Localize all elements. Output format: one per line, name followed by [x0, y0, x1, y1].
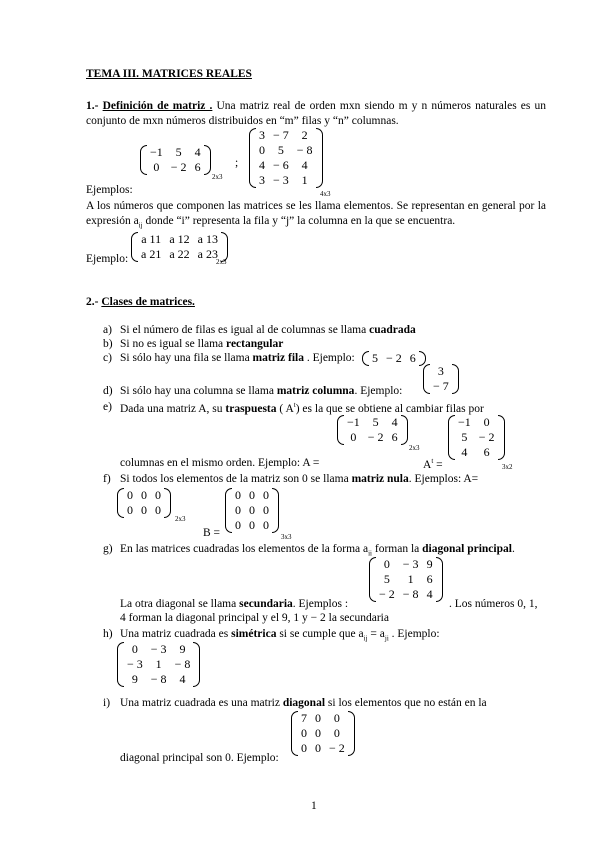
section-2-number: 2.-: [86, 296, 99, 308]
null-B-label: B =: [203, 527, 221, 539]
matrix-cell: 0: [235, 488, 241, 502]
item-g-text: En las matrices cuadradas los elementos de la forma a: [120, 543, 369, 555]
matrix-row: [255, 143, 317, 158]
page-title: TEMA III. MATRICES REALES: [86, 68, 252, 80]
matrix-cell: 0: [263, 488, 269, 502]
item-b-term: rectangular: [226, 338, 284, 350]
matrix-row: [123, 672, 194, 687]
matrix-cell: 5: [175, 145, 182, 159]
matrix-cell: 2: [301, 128, 308, 142]
section-1-text: Una matriz real de orden mxn siendo m y n números naturales es un conjunto de mxn números distribuidos en “m” filas y “n” columnas.: [86, 100, 546, 127]
matrix-cell: 0: [141, 503, 147, 517]
matrix-row: [231, 488, 273, 503]
item-i-line1: [120, 697, 487, 709]
matrix-cell: 0: [263, 503, 269, 517]
matrix-cell: 1: [407, 572, 414, 586]
matrix-row: [137, 232, 222, 247]
item-f-marker: f): [103, 473, 111, 485]
at-letter: A: [423, 458, 432, 471]
left-bracket: [337, 415, 344, 445]
item-h-eq: = a: [367, 628, 385, 640]
matrix-cell: −1: [458, 415, 471, 429]
matrix-1-order: 2x3: [212, 173, 223, 181]
item-h-after: . Ejemplo:: [388, 628, 440, 640]
left-bracket: [140, 145, 147, 175]
matrix-row: [123, 642, 194, 657]
item-c-text: Si sólo hay una fila se llama: [120, 352, 253, 364]
matrix-cell: 0: [127, 503, 133, 517]
matrix-cell: 6: [409, 351, 416, 365]
item-i-line2: diagonal principal son 0. Ejemplo:: [120, 752, 279, 764]
matrix-cell: 3: [259, 173, 265, 187]
matrix-cell: 3: [259, 128, 265, 142]
matrix-cell: 6: [391, 430, 398, 444]
left-bracket: [423, 364, 430, 394]
null-matrix-A: [117, 488, 171, 518]
item-g-line3: 4 forman la diagonal principal y el 9, 1 y − 2 la secundaria: [120, 612, 389, 624]
right-bracket: [204, 145, 211, 175]
matrix-cell: − 2: [379, 587, 395, 601]
matrix-cell: 5: [461, 430, 468, 444]
matrix-grid: [454, 415, 499, 460]
item-d-text: Si sólo hay una columna se llama: [120, 385, 277, 397]
right-bracket: [272, 488, 279, 533]
matrix-row: [297, 741, 349, 756]
matrix-cell: 0: [483, 415, 490, 429]
matrix-grid: [343, 415, 402, 445]
matrix-cell: − 3: [273, 173, 289, 187]
matrix-cell: 0: [235, 518, 241, 532]
item-h-text2: si se cumple que a: [276, 628, 364, 640]
item-e-term: traspuesta: [225, 402, 277, 415]
matrix-example-1: [140, 145, 211, 175]
at-label: [423, 457, 443, 471]
item-g-after: .: [511, 543, 515, 555]
matrix-row: [375, 587, 437, 602]
matrix-cell: 0: [315, 711, 321, 725]
item-f-text: Si todos los elementos de la matriz son 0 se llama: [120, 473, 352, 485]
item-d-after: . Ejemplo:: [354, 385, 403, 397]
item-h-line1: [120, 628, 440, 642]
matrix-A-example: [337, 415, 408, 445]
matrix-cell: a 23: [197, 247, 218, 261]
matrix-cell: − 3: [150, 642, 167, 656]
item-e-line2: columnas en el mismo orden. Ejemplo: A =: [120, 457, 320, 469]
matrix-cell: 0: [350, 430, 357, 444]
matrix-row: [429, 379, 453, 394]
matrix-cell: − 8: [402, 587, 419, 601]
item-g-term2: secundaria: [239, 598, 293, 610]
item-c-marker: c): [103, 352, 112, 364]
matrix-cell: 5: [372, 415, 379, 429]
matrix-cell: − 8: [174, 657, 191, 671]
item-g-line2a: La otra diagonal se llama: [120, 598, 240, 610]
at-sup: t: [431, 457, 434, 465]
matrix-cell: 0: [301, 726, 307, 740]
item-e-marker: e): [103, 401, 112, 413]
left-bracket: [117, 488, 124, 518]
matrix-At-example: [448, 415, 505, 460]
matrix-cell: 1: [301, 173, 308, 187]
matrix-row: [123, 503, 165, 518]
left-bracket: [291, 711, 298, 756]
matrix-row: [146, 145, 205, 160]
null-A-order: 2x3: [175, 515, 186, 523]
elements-text-2: donde “i” representa la fila y “j” la columna en la que se encuentra.: [142, 215, 456, 227]
item-g-line2b: . Ejemplos :: [292, 598, 349, 610]
matrix-cell: − 2: [367, 430, 384, 444]
left-bracket: [117, 642, 124, 687]
matrix-3-order: 2x3: [216, 258, 227, 266]
item-e-text1: Dada una matriz A, su: [120, 402, 226, 415]
right-bracket: [498, 415, 505, 460]
left-bracket: [225, 488, 232, 533]
diagonal-example-matrix: [369, 557, 443, 602]
row-matrix-example: [362, 351, 426, 366]
right-bracket: [436, 557, 443, 602]
item-h-term: simétrica: [231, 628, 277, 640]
matrix-row: [343, 430, 402, 445]
item-h-marker: h): [103, 628, 113, 640]
matrix-row: [454, 430, 499, 445]
matrix-row: [343, 415, 402, 430]
ejemplos-label: Ejemplos:: [86, 184, 133, 196]
matrix-row: [231, 503, 273, 518]
matrix-cell: a 13: [197, 232, 218, 246]
item-d-term: matriz columna: [276, 385, 355, 397]
matrix-row: [123, 488, 165, 503]
matrix-cell: 6: [426, 572, 433, 586]
section-1-number: 1.-: [86, 100, 99, 112]
item-g-after-matrix: . Los números 0, 1,: [449, 598, 538, 610]
matrix-cell: − 8: [150, 672, 167, 686]
item-e-text2: ( A: [276, 402, 294, 415]
matrix-cell: 0: [259, 143, 265, 157]
aij-subscript: ij: [138, 221, 143, 230]
matrix-grid: [375, 557, 437, 602]
left-bracket: [362, 351, 369, 366]
item-d: [120, 385, 402, 397]
item-d-marker: d): [103, 385, 113, 397]
matrix-cell: 6: [483, 445, 490, 459]
left-bracket: [369, 557, 376, 602]
matrix-row: [429, 364, 453, 379]
item-f-after: . Ejemplos: A=: [408, 473, 479, 485]
matrix-cell: 1: [155, 657, 162, 671]
ejemplo-label: Ejemplo:: [86, 253, 129, 265]
item-c-term: matriz fila: [252, 352, 304, 364]
item-b-text: Si no es igual se llama: [120, 338, 227, 350]
item-e-text3: ) es la que se obtiene al cambiar filas por: [295, 402, 484, 415]
aij-sub: ij: [363, 634, 368, 643]
right-bracket: [316, 128, 323, 188]
matrix-row: [255, 173, 317, 188]
matrix-cell: 5: [372, 351, 378, 365]
item-g-marker: g): [103, 543, 113, 555]
matrix-grid: [297, 711, 349, 756]
matrix-cell: 4: [301, 158, 308, 172]
matrix-row: [123, 657, 194, 672]
matrix-grid: [231, 488, 273, 533]
matrix-cell: 0: [249, 488, 255, 502]
matrix-cell: 0: [383, 557, 390, 571]
matrix-cell: 5: [277, 143, 284, 157]
symmetric-example-matrix: [117, 642, 200, 687]
right-bracket: [164, 488, 171, 518]
matrix-cell: 0: [333, 711, 340, 725]
matrix-cell: − 2: [329, 741, 345, 755]
matrix-cell: 0: [153, 160, 160, 174]
matrix-cell: − 3: [402, 557, 419, 571]
matrix-row: [137, 247, 222, 262]
matrix-cell: − 3: [127, 657, 143, 671]
matrix-cell: 0: [249, 503, 255, 517]
matrix-general-aij: [131, 232, 228, 262]
matrix-cell: 0: [315, 741, 321, 755]
matrix-cell: 4: [461, 445, 468, 459]
matrix-grid: [137, 232, 222, 262]
matrix-grid: [123, 488, 165, 518]
item-a-marker: a): [103, 324, 112, 336]
matrix-cell: a 22: [169, 247, 190, 261]
matrix-cell: − 2: [386, 351, 402, 365]
matrix-cell: 3: [437, 364, 444, 378]
matrix-cell: − 7: [273, 128, 289, 142]
matrix-cell: − 8: [296, 143, 313, 157]
matrix-cell: 4: [179, 672, 186, 686]
item-i-term: diagonal: [282, 697, 326, 709]
matrix-row: [231, 518, 273, 533]
elements-paragraph: [86, 199, 546, 233]
matrix-cell: 4: [426, 587, 433, 601]
matrix-cell: −1: [150, 145, 163, 159]
section-2-heading-line: [86, 296, 195, 308]
section-1-heading: Definición de matriz .: [102, 100, 213, 112]
at-eq: =: [433, 458, 443, 471]
matrix-cell: 4: [259, 158, 265, 172]
matrix-cell: − 7: [433, 379, 449, 393]
section-1-intro: [86, 99, 546, 129]
matrix-grid: [146, 145, 205, 175]
transpose-sup: t: [293, 401, 296, 409]
matrix-cell: 0: [235, 503, 241, 517]
matrix-cell: − 2: [170, 160, 187, 174]
matrix-grid: [368, 351, 420, 366]
item-g-text2: forman la: [372, 543, 423, 555]
item-g-term: diagonal principal: [422, 543, 512, 555]
null-B-order: 3x3: [281, 533, 292, 541]
item-f: [120, 473, 478, 485]
matrix-row: [297, 711, 349, 726]
matrix-row: [255, 128, 317, 143]
item-f-term: matriz nula: [351, 473, 409, 485]
item-i-text2: si los elementos que no están en la: [325, 697, 487, 709]
page-number: 1: [311, 800, 317, 812]
left-bracket: [448, 415, 455, 460]
item-b: [120, 338, 283, 350]
item-i-marker: i): [103, 697, 111, 709]
matrix-cell: 0: [315, 726, 321, 740]
aji-sub: ji: [384, 634, 389, 643]
matrix-cell: a 11: [141, 232, 162, 246]
matrix-cell: 0: [127, 488, 133, 502]
matrix-row: [375, 557, 437, 572]
item-a: [120, 324, 416, 336]
matrix-row: [454, 415, 499, 430]
matrix-cell: 0: [155, 488, 161, 502]
section-2-heading: Clases de matrices.: [101, 296, 195, 308]
item-c-after: . Ejemplo:: [303, 352, 355, 364]
right-bracket: [348, 711, 355, 756]
aii-subscript: ii: [368, 549, 372, 558]
matrix-grid: [255, 128, 317, 188]
item-i-text: Una matriz cuadrada es una matriz: [120, 697, 283, 709]
matrix-cell: 7: [301, 711, 307, 725]
item-g-line2: [120, 598, 348, 610]
item-g-line1: [120, 543, 515, 557]
matrix-row: [454, 445, 499, 460]
matrix-row: [255, 158, 317, 173]
matrix-row: [146, 160, 205, 175]
matrix-cell: 9: [131, 672, 138, 686]
matrix-cell: 5: [383, 572, 390, 586]
elements-text-1: A los números que componen las matrices se les llama elementos. Se representan en general por la expresión a: [86, 200, 546, 227]
matrix-cell: a 12: [169, 232, 190, 246]
matrix-grid: [429, 364, 453, 394]
matrix-row: [375, 572, 437, 587]
item-e-line1: [120, 401, 546, 415]
matrix-cell: 0: [141, 488, 147, 502]
left-bracket: [249, 128, 256, 188]
item-a-text: Si el número de filas es igual al de columnas se llama: [120, 324, 370, 336]
matrix-cell: 0: [249, 518, 255, 532]
matrix-grid: [123, 642, 194, 687]
matrix-cell: 0: [333, 726, 340, 740]
item-c: [120, 352, 355, 364]
matrix-2-order: 4x3: [320, 190, 331, 198]
matrix-cell: a 21: [141, 247, 162, 261]
right-bracket: [193, 642, 200, 687]
null-matrix-B: [225, 488, 279, 533]
right-bracket: [452, 364, 459, 394]
matrix-example-2: [249, 128, 323, 188]
diagonal-matrix-example: [291, 711, 355, 756]
matrix-cell: 9: [426, 557, 433, 571]
matrix-row: [368, 351, 420, 366]
matrix-cell: − 2: [478, 430, 495, 444]
item-h-text: Una matriz cuadrada es: [120, 628, 232, 640]
matrix-cell: 0: [301, 741, 307, 755]
matrix-cell: 0: [263, 518, 269, 532]
right-bracket: [401, 415, 408, 445]
matrix-row: [297, 726, 349, 741]
column-matrix-example: [423, 364, 459, 394]
matrix-cell: 9: [179, 642, 186, 656]
item-b-marker: b): [103, 338, 113, 350]
matrix-At-order: 3x2: [502, 463, 513, 471]
matrix-cell: 6: [194, 160, 201, 174]
item-a-term: cuadrada: [369, 324, 416, 336]
matrix-cell: 0: [131, 642, 138, 656]
matrix-cell: 4: [391, 415, 398, 429]
matrix-cell: −1: [347, 415, 360, 429]
matrix-cell: 4: [194, 145, 201, 159]
matrix-A-order: 2x3: [409, 444, 420, 452]
matrix-cell: − 6: [273, 158, 289, 172]
separator: ;: [235, 157, 239, 169]
left-bracket: [131, 232, 138, 262]
matrix-cell: 0: [155, 503, 161, 517]
